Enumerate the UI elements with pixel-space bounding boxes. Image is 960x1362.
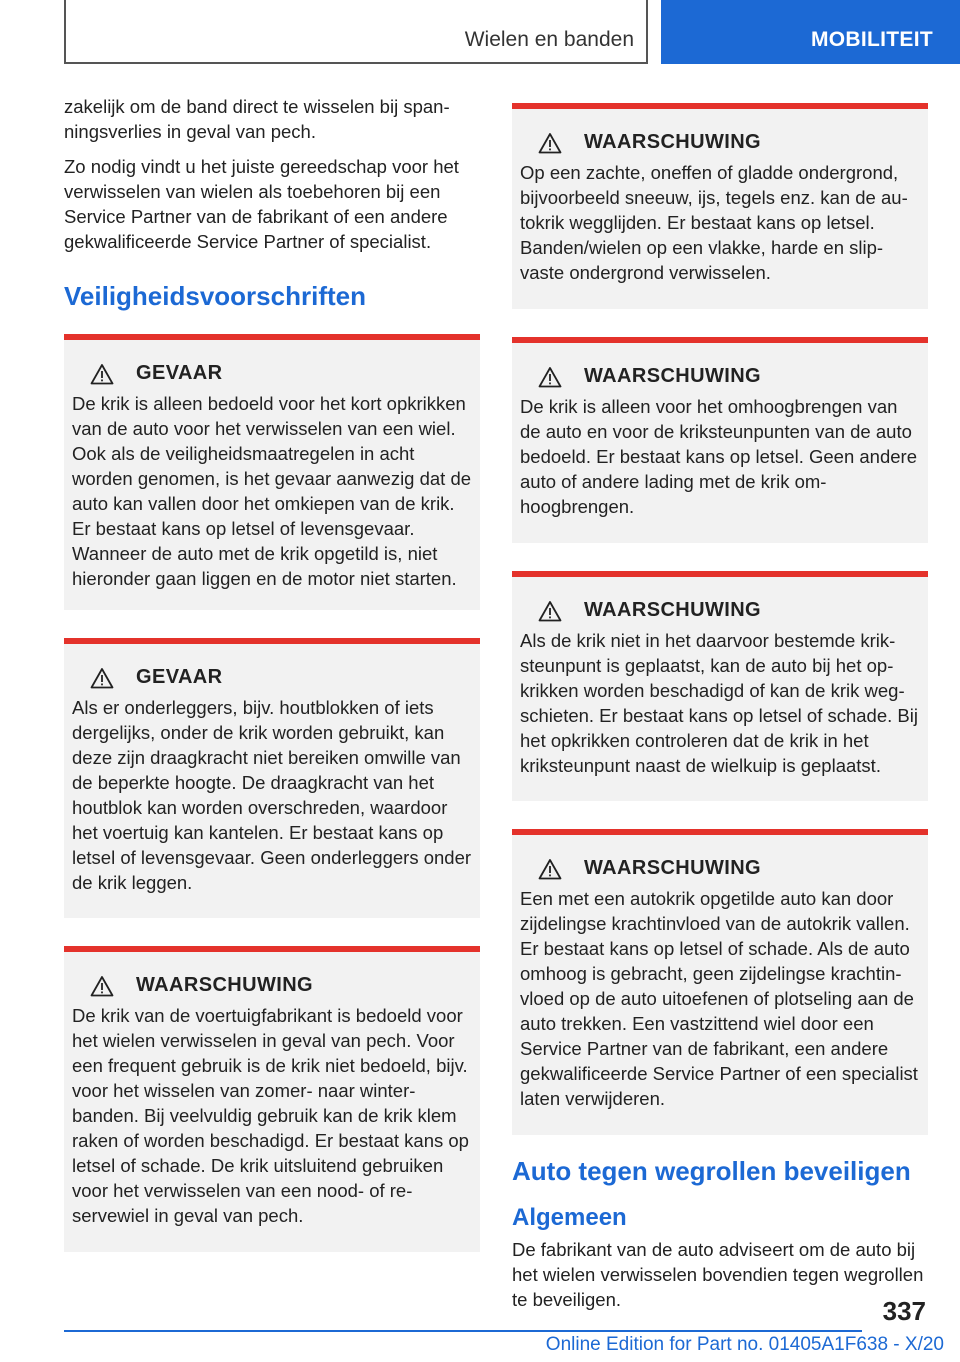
danger-box-text: Als er onderleggers, bijv. houtblokken of iets dergelijks, onder de krik worden gebruikt, kan deze zijn draagkracht niet bereiken omwille van de beperkte hoogte. De draagkracht van het houtblok kan worden overschreden, waardoor het voertuig kan kantelen. Er bestaat kans op letsel of levensgevaar. Geen onderleggers onder de krik leggen. xyxy=(72,697,472,893)
warning-box-title xyxy=(520,857,920,880)
danger-box-1 xyxy=(64,334,480,610)
warning-box-title-text: WAARSCHUWING xyxy=(136,974,314,996)
warning-triangle-icon xyxy=(538,858,562,880)
warning-triangle-icon xyxy=(538,132,562,154)
intro-paragraph-1: zakelijk om de band direct te wisselen bij spanningsverlies in geval van pech. xyxy=(64,96,450,142)
warning-triangle-icon xyxy=(538,600,562,622)
right-column xyxy=(512,103,928,1322)
left-column xyxy=(64,94,480,1280)
danger-box-2 xyxy=(64,638,480,918)
header-chapter-tab xyxy=(661,0,960,64)
warning-box-text: De krik van de voertuigfabrikant is bedoeld voor het wielen verwisselen in geval van pech. Voor een frequent gebruik is de krik niet bedoeld, bijv. voor het wisselen van zomer- naar winterbanden. Bij veelvuldig gebruik kan de krik klem raken of worden beschadigd. Er bestaat kans op letsel of schade. De krik uitsluitend gebruiken voor het verwisselen van een nood- of reservewiel in geval van pech. xyxy=(72,1005,469,1226)
warning-box-r2 xyxy=(512,337,928,543)
warning-box-title xyxy=(72,974,472,997)
danger-box-title-text: GEVAAR xyxy=(136,362,223,384)
footer-divider xyxy=(64,1330,862,1332)
page-number: 337 xyxy=(882,1296,926,1326)
warning-triangle-icon xyxy=(90,363,114,385)
warning-box-text: Een met een autokrik opgetilde auto kan door zijdelingse krachtinvloed van de autokrik vallen. Er bestaat kans op letsel of schade. Als de auto omhoog is gebracht, geen zijdelingse krachtinvloed op de auto uitoefenen of plotseling aan de auto trekken. Een vastzittend wiel door een Service Partner van de fabrikant, een andere gekwalificeerde Service Partner of een specialist laten verwijderen. xyxy=(520,888,918,1109)
warning-box-text: Op een zachte, oneffen of gladde ondergrond, bijvoorbeeld sneeuw, ijs, tegels enz. kan de autokrik wegglijden. Er bestaat kans op letsel. Banden/wielen op een vlakke, harde en slipvaste ondergrond verwisselen. xyxy=(520,162,908,283)
header-section-tab xyxy=(64,0,648,64)
subheading-general: Algemeen xyxy=(512,1204,627,1231)
header-section-title: Wielen en banden xyxy=(464,28,634,51)
header-chapter-title: MOBILITEIT xyxy=(811,28,933,51)
warning-triangle-icon xyxy=(538,366,562,388)
warning-triangle-icon xyxy=(90,667,114,689)
warning-box-text: De krik is alleen voor het omhoogbrengen van de auto en voor de kriksteunpunten van de auto bedoeld. Er bestaat kans op letsel. Geen andere auto of andere lading met de krik omhoogbrengen. xyxy=(520,396,917,517)
warning-box-title xyxy=(520,365,920,388)
intro-paragraph-2: Zo nodig vindt u het juiste gereedschap voor het verwisselen van wielen als toebehoren bij een Service Partner van de fabrikant of een andere gekwalificeerde Service Partner of specialist. xyxy=(64,156,459,252)
footer-edition-link[interactable]: Online Edition for Part no. 01405A1F638 - X/20 xyxy=(545,1334,944,1355)
section-heading-roll-away: Auto tegen wegrollen beveiligen xyxy=(512,1156,911,1186)
warning-box-3 xyxy=(64,946,480,1252)
warning-box-r1 xyxy=(512,103,928,309)
warning-box-title-text: WAARSCHUWING xyxy=(584,131,762,153)
warning-triangle-icon xyxy=(90,975,114,997)
warning-box-title xyxy=(520,599,920,622)
warning-box-title-text: WAARSCHUWING xyxy=(584,599,762,621)
danger-box-title xyxy=(72,666,472,689)
danger-box-text: De krik is alleen bedoeld voor het kort opkrikken van de auto voor het verwisselen van een wiel. Ook als de veiligheidsmaatregelen in acht worden genomen, is het gevaar aanwezig dat de auto kan vallen door het omkiepen van de krik. Er bestaat kans op letsel of levensgevaar. Wanneer de auto met de krik opgetild is, niet hieronder gaan liggen en de motor niet starten. xyxy=(72,393,472,589)
warning-box-r3 xyxy=(512,571,928,801)
warning-box-text: Als de krik niet in het daarvoor bestemde kriksteunpunt is geplaatst, kan de auto bij het opkrikken worden beschadigd of kan de krik wegschieten. Er bestaat kans op letsel of schade. Bij het opkrikken controleren dat de krik in het kriksteunpunt naast de wielkuip is geplaatst. xyxy=(520,630,918,776)
danger-box-title-text: GEVAAR xyxy=(136,666,223,688)
warning-box-title-text: WAARSCHUWING xyxy=(584,365,762,387)
warning-box-title xyxy=(520,131,920,154)
warning-box-r4 xyxy=(512,829,928,1135)
section-heading-safety: Veiligheidsvoorschriften xyxy=(64,281,366,311)
danger-box-title xyxy=(72,362,472,385)
general-paragraph: De fabrikant van de auto adviseert om de auto bij het wielen verwisselen bovendien tegen wegrollen te beveiligen. xyxy=(512,1239,924,1310)
warning-box-title-text: WAARSCHUWING xyxy=(584,857,762,879)
